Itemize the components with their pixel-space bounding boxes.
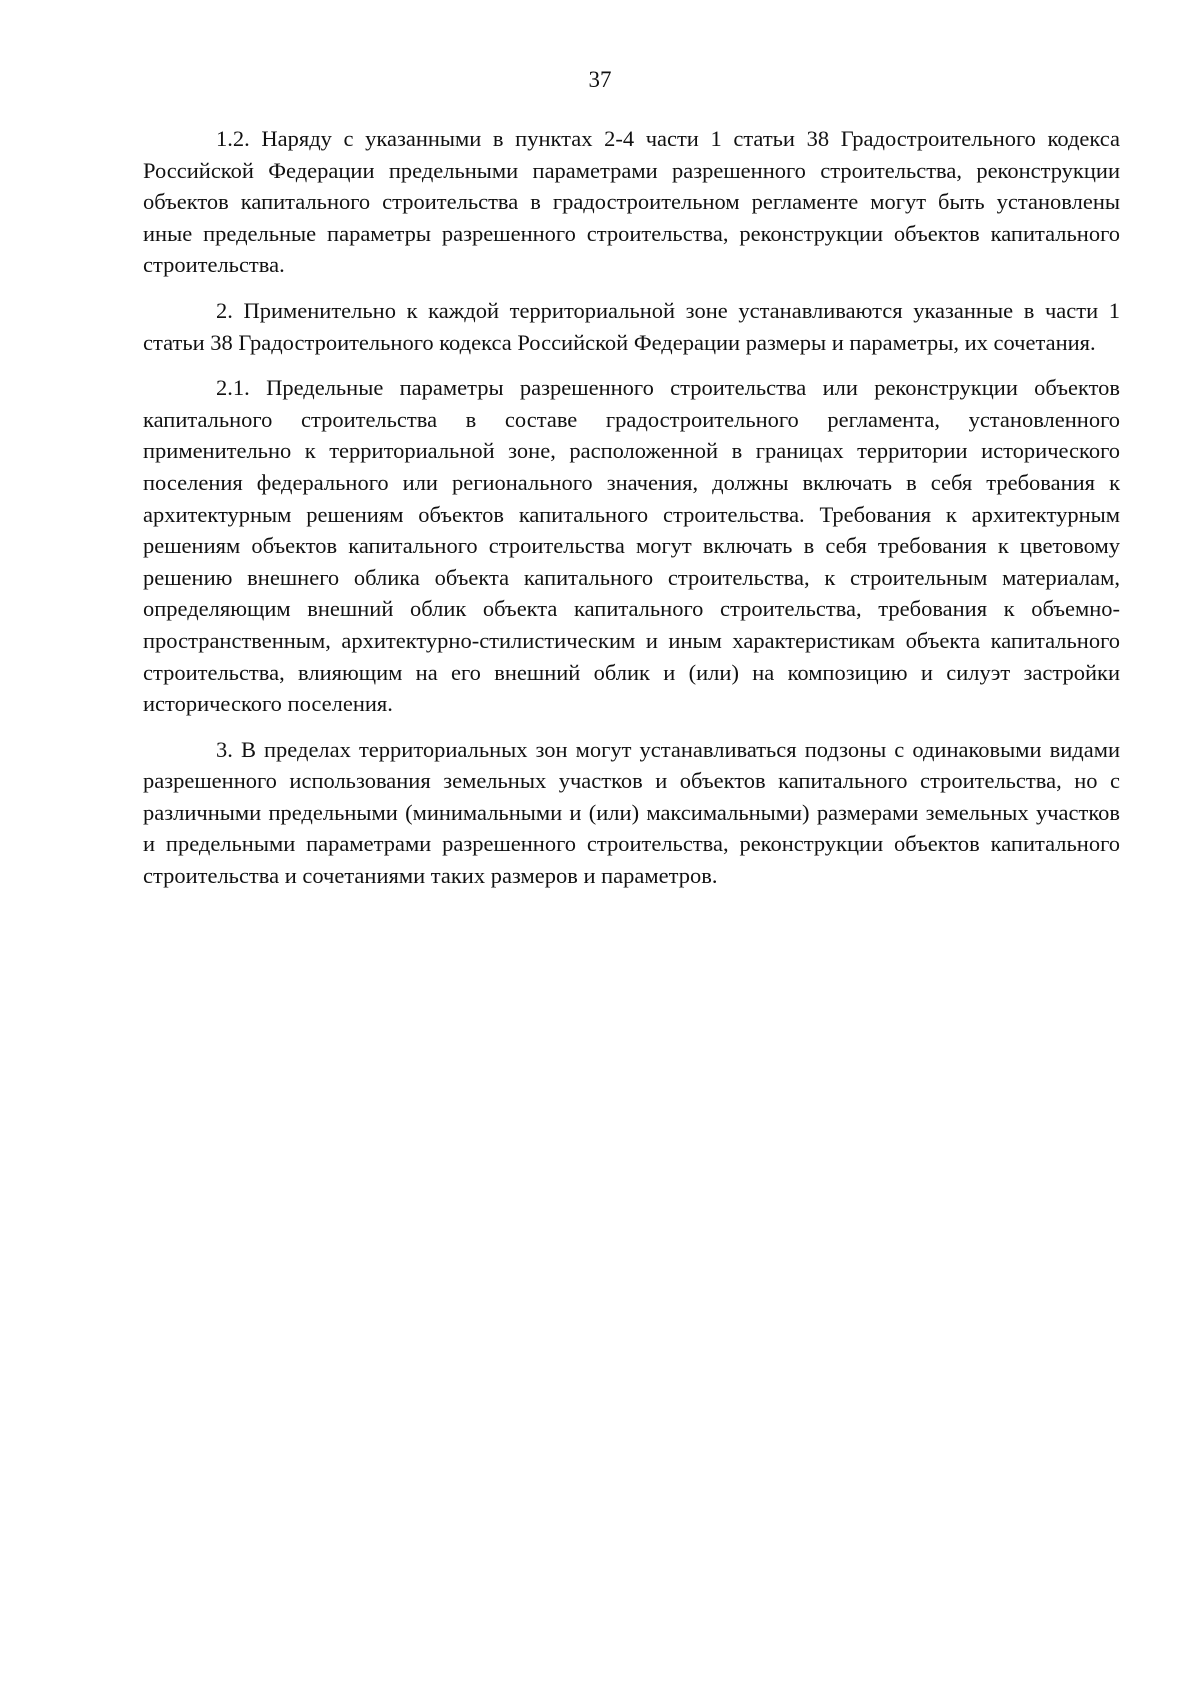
paragraph-2: 2. Применительно к каждой территориальной зоне устанавливаются указанные в части 1 статьи 38 Градостроительного кодекса Российской Федерации размеры и параметры, их сочетания. — [143, 297, 1120, 355]
paragraph-3: 3. В пределах территориальных зон могут устанавливаться подзоны с одинаковыми видами разрешенного использования земельных участков и объектов капитального строительства, но с различными предельными (минимальными и (или) максимальными) размерами земельных участков и предельными параметрами разрешенного строительства, реконструкции объектов капитального строительства и сочетаниями таких размеров и параметров. — [143, 736, 1120, 889]
page-number: 37 — [588, 67, 612, 92]
document-body — [143, 123, 1120, 906]
paragraph-2-1: 2.1. Предельные параметры разрешенного строительства или реконструкции объектов капитального строительства в составе градостроительного регламента, установленного применительно к территориальной зоне, расположенной в границах территории исторического поселения федерального или регионального значения, должны включать в себя требования к архитектурным решениям объектов капитального строительства. Требования к архитектурным решениям объектов капитального строительства могут включать в себя требования к цветовому решению внешнего облика объекта капитального строительства, к строительным материалам, определяющим внешний облик объекта капитального строительства, требования к объемно-пространственным, архитектурно-стилистическим и иным характеристикам объекта капитального строительства, влияющим на его внешний облик и (или) на композицию и силуэт застройки исторического поселения. — [143, 375, 1120, 717]
paragraph-1-2: 1.2. Наряду с указанными в пунктах 2-4 части 1 статьи 38 Градостроительного кодекса Российской Федерации предельными параметрами разрешенного строительства, реконструкции объектов капитального строительства в градостроительном регламенте могут быть установлены иные предельные параметры разрешенного строительства, реконструкции объектов капитального строительства. — [143, 126, 1120, 278]
